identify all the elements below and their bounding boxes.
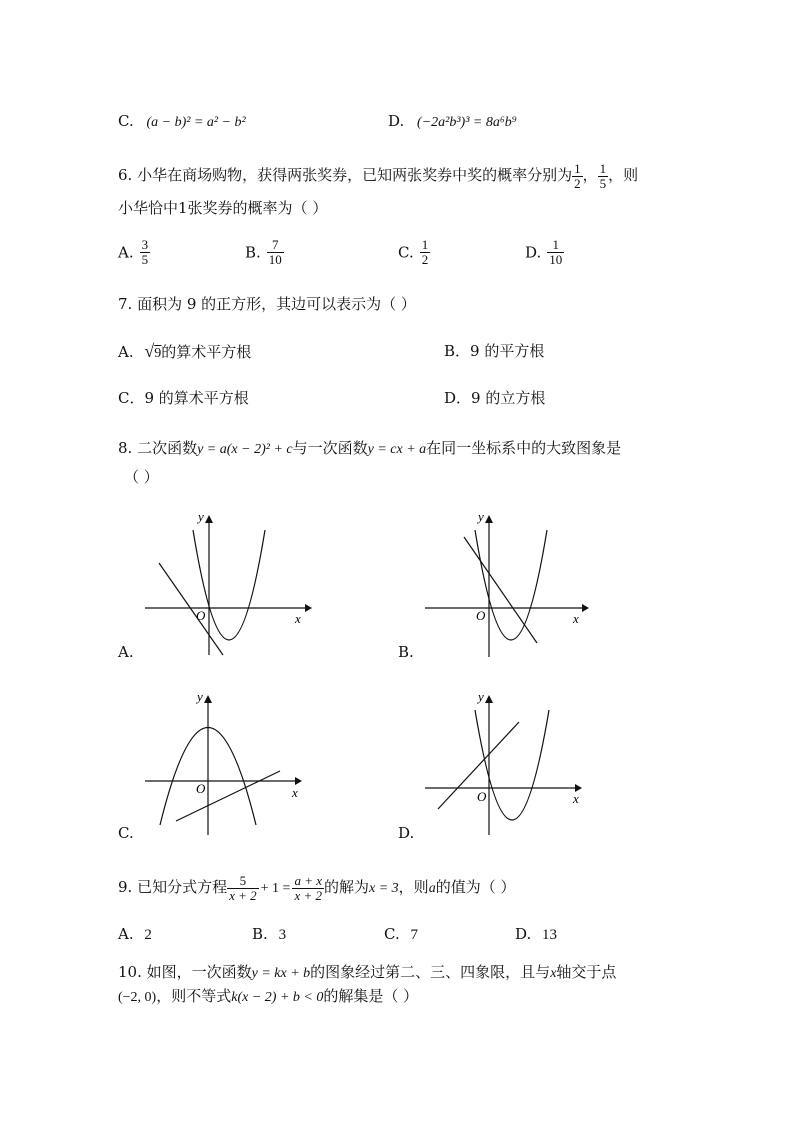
q9-option-a: A. 2 (118, 925, 152, 943)
q8-graph-d (420, 685, 600, 845)
q6-stem-end: ，则 (608, 166, 639, 184)
q8-stem: 8. 二次函数y = a(x − 2)² + c与一次函数y = cx + a在同一坐标系中的大致图象是 (118, 439, 622, 457)
q8-option-a-label: A. (118, 643, 134, 661)
svg-text:y: y (478, 689, 484, 704)
svg-text:y: y (198, 509, 204, 524)
q6-stem-line1 (118, 158, 638, 192)
q9-option-b: B. 3 (252, 925, 287, 943)
q5-option-d (388, 112, 517, 131)
q6-stem-text: 6. 小华在商场购物，获得两张奖券，已知两张奖券中奖的概率分别为 (118, 166, 573, 184)
svg-text:O: O (476, 608, 486, 623)
q8-graph-a (140, 505, 320, 665)
svg-text:O: O (196, 781, 206, 796)
q5-option-c (118, 112, 246, 131)
q5-option-d-label: D. (388, 112, 405, 130)
q8-graph-b (420, 505, 600, 665)
q7-stem: 7. 面积为 9 的正方形，其边可以表示为（ ） (118, 295, 416, 313)
q6-option-c: C. $\frac{1}{2}$ (398, 237, 429, 267)
q6-prob2: $\frac{1}{5}$ (599, 160, 607, 191)
q8-graph-c (140, 685, 320, 845)
svg-text:x: x (295, 611, 301, 626)
svg-text:y: y (478, 509, 484, 524)
q10-stem-line1: 10. 如图，一次函数y = kx + b的图象经过第二、三、四象限，且与x轴交于点 (118, 963, 617, 981)
q6-option-b: B. $\frac{7}{10}$ (245, 237, 282, 267)
q8-linear: y = cx + a (367, 442, 427, 457)
sqrt-icon: √ (144, 341, 155, 361)
q8-quadratic: y = a(x − 2)² + c (197, 442, 293, 457)
q9-option-d: D. 13 (515, 925, 558, 943)
q6-option-d: D. $\frac{1}{10}$ (525, 237, 563, 267)
q9-fraction-right: $\frac{a + x}{x + 2}$ (294, 872, 322, 903)
q7-option-b: B．9 的平方根 (444, 342, 545, 360)
q5-option-c-label: C. (118, 112, 134, 130)
q8-stem-line2: （ ） (124, 468, 159, 486)
svg-text:y: y (197, 689, 203, 704)
q5-option-c-expr: (a − b)² = a² − b² (146, 115, 246, 130)
q7-option-d: D．9 的立方根 (444, 389, 546, 407)
q9-option-c: C. 7 (384, 925, 418, 943)
q7-option-c: C．9 的算术平方根 (118, 389, 249, 407)
q6-sep: ， (582, 166, 598, 184)
q5-option-d-expr: (−2a²b³)³ = 8a⁶b⁹ (417, 115, 517, 130)
q7-option-a: A. √9的算术平方根 (118, 341, 252, 361)
svg-text:O: O (477, 789, 487, 804)
svg-text:x: x (573, 791, 579, 806)
svg-text:x: x (292, 785, 298, 800)
q6-option-a: A. $\frac{3}{5}$ (118, 237, 149, 267)
q6-stem-line2: 小华恰中1张奖券的概率为（ ） (118, 199, 328, 217)
svg-text:x: x (573, 611, 579, 626)
svg-text:O: O (196, 608, 206, 623)
q8-option-d-label: D. (398, 824, 415, 842)
q10-stem-line2: (−2, 0)，则不等式k(x − 2) + b < 0的解集是（ ） (118, 987, 419, 1005)
q8-option-b-label: B. (398, 643, 414, 661)
q9-fraction-left: $\frac{5}{x + 2}$ (229, 872, 257, 903)
q8-option-c-label: C. (118, 824, 134, 842)
q6-prob1: $\frac{1}{2}$ (574, 160, 581, 191)
q9-stem: 9. 已知分式方程 $\frac{5}{x + 2}$ + 1 = $\frac{a + x}{x + 2}$ 的解为x = 3，则a的值为（ ） (118, 872, 516, 903)
